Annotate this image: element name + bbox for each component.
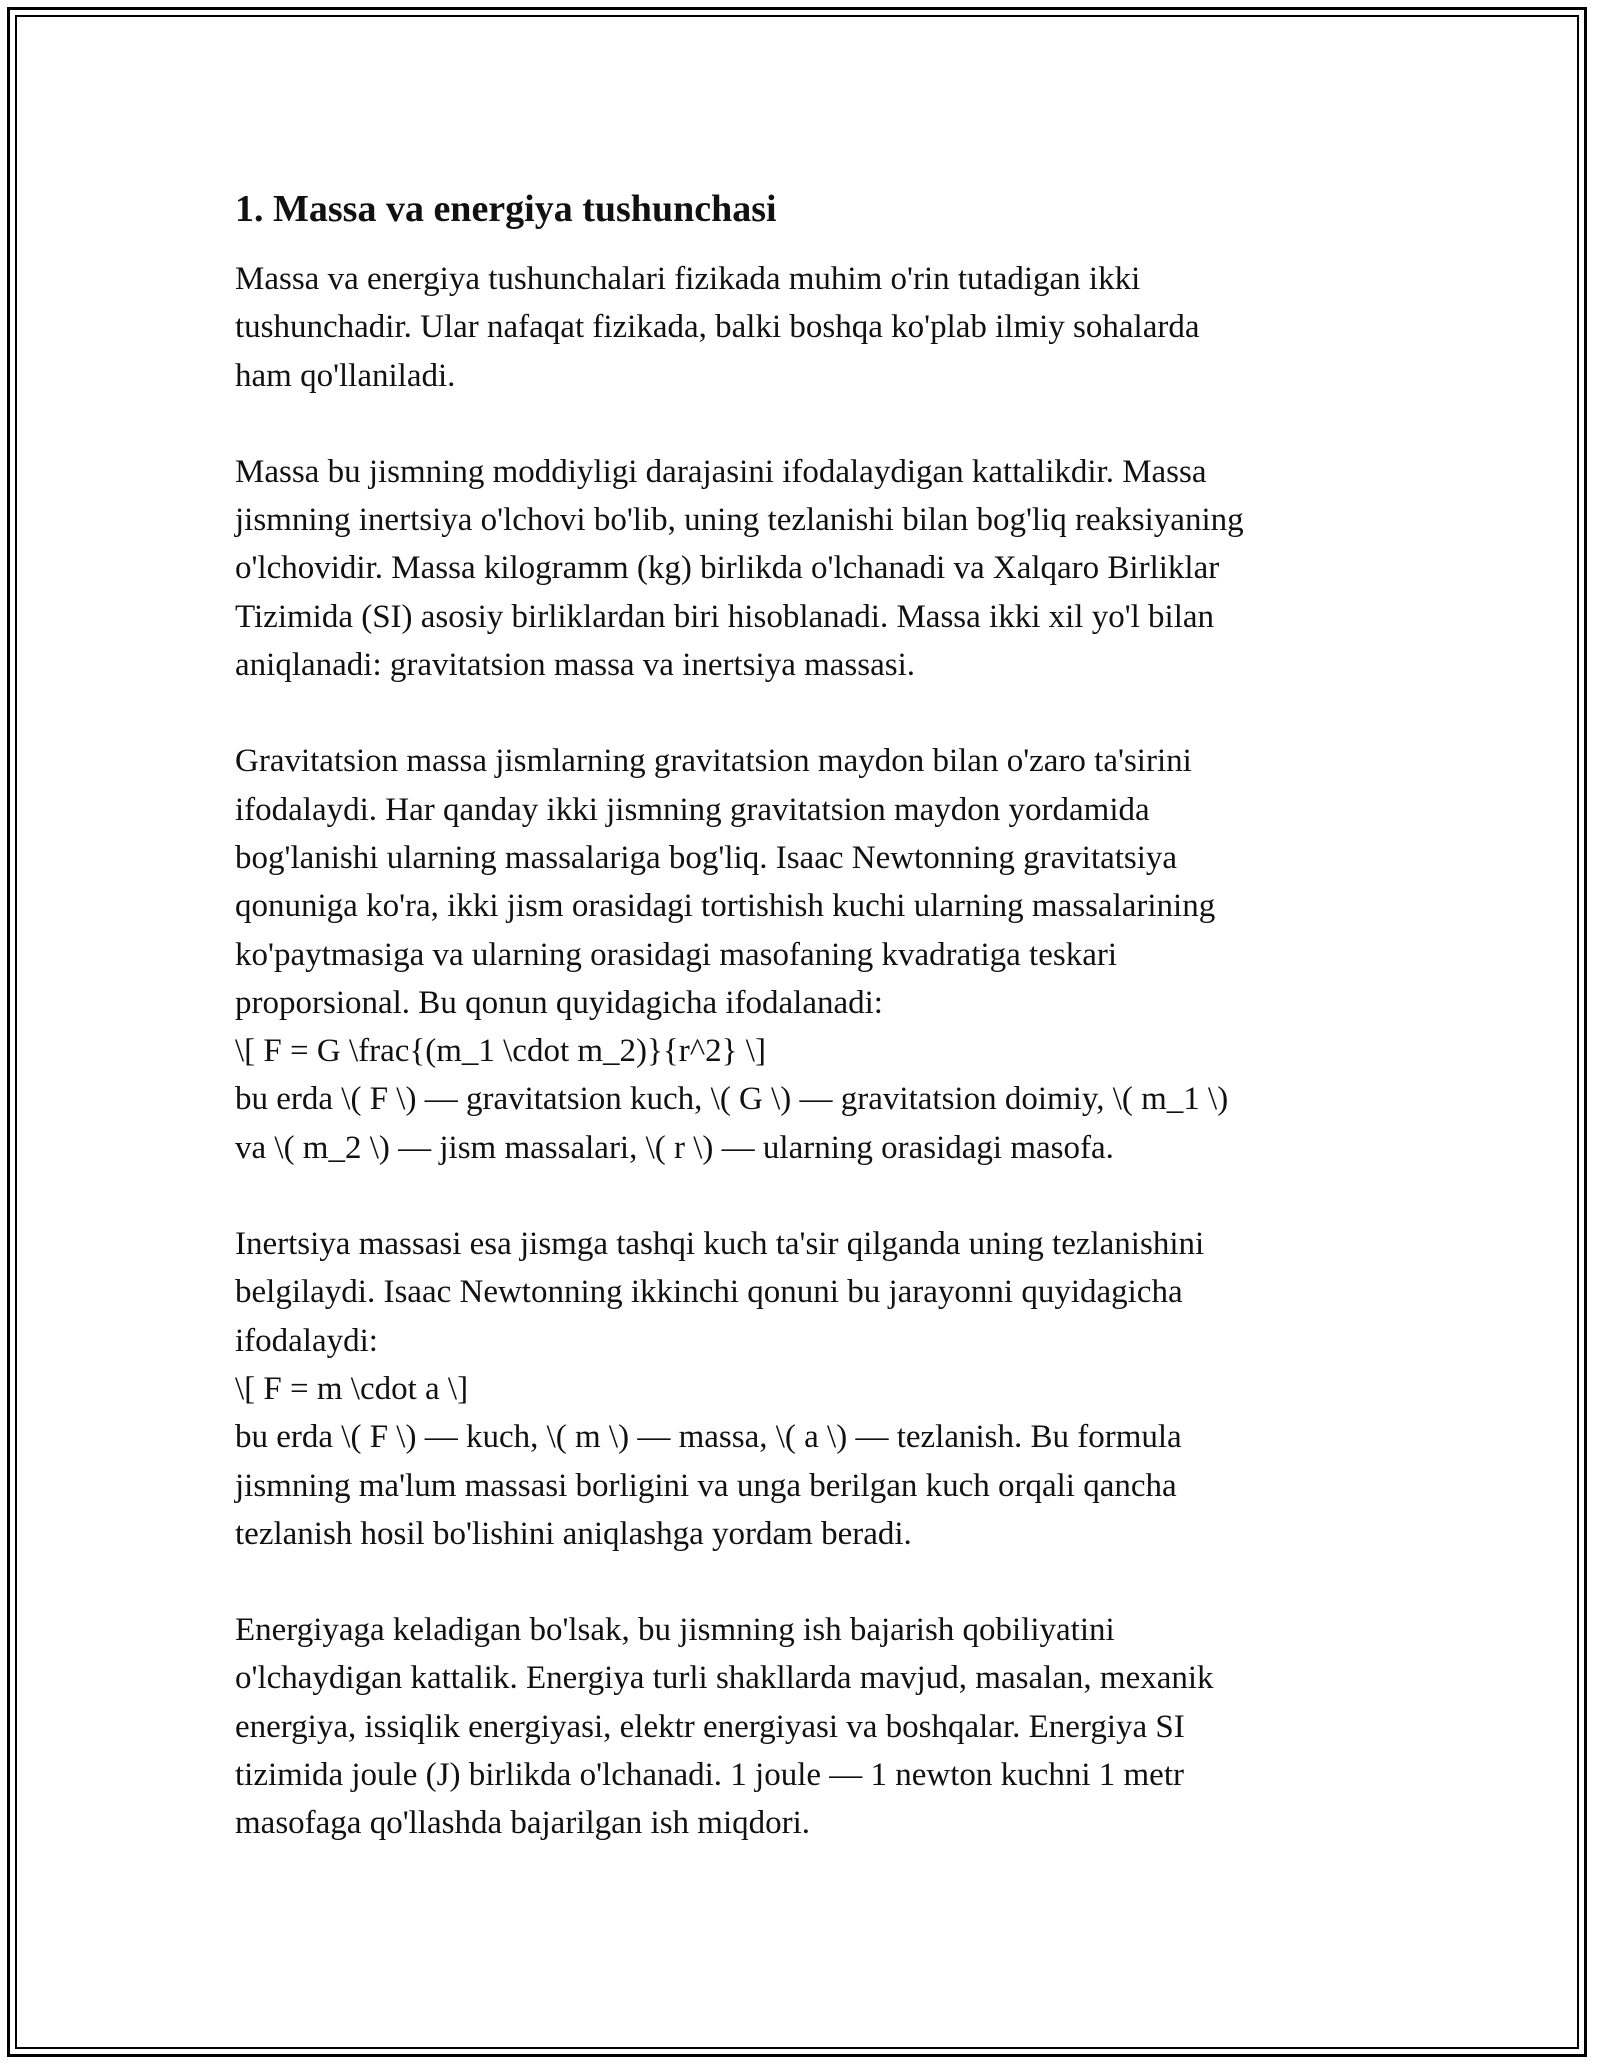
text-line: jismning ma'lum massasi borligini va unga berilgan kuch orqali qancha <box>235 1467 1177 1504</box>
formula-newton-second-law: \[ F = m \cdot a \] <box>235 1370 469 1407</box>
paragraph-gravitational-mass <box>235 737 1365 1172</box>
text-line: ham qo'llaniladi. <box>235 357 456 394</box>
text-line: masofaga qo'llashda bajarilgan ish miqdori. <box>235 1805 811 1842</box>
paragraph-inertial-mass <box>235 1220 1365 1558</box>
paragraph-intro <box>235 255 1365 400</box>
text-line: energiya, issiqlik energiyasi, elektr energiyasi va boshqalar. Energiya SI <box>235 1708 1185 1745</box>
text-line: Inertsiya massasi esa jismga tashqi kuch ta'sir qilganda uning tezlanishini <box>235 1226 1205 1263</box>
text-line: o'lchaydigan kattalik. Energiya turli shakllarda mavjud, masalan, mexanik <box>235 1660 1214 1697</box>
text-line: ifodalaydi. Har qanday ikki jismning gravitatsion maydon yordamida <box>235 791 1150 828</box>
text-line: jismning inertsiya o'lchovi bo'lib, uning tezlanishi bilan bog'liq reaksiyaning <box>235 502 1244 539</box>
text-line: bog'lanishi ularning massalariga bog'liq. Isaac Newtonning gravitatsiya <box>235 839 1178 876</box>
text-line: Gravitatsion massa jismlarning gravitatsion maydon bilan o'zaro ta'sirini <box>235 743 1192 780</box>
document-page <box>235 185 1365 1896</box>
text-line: Massa bu jismning moddiyligi darajasini ifodalaydigan kattalikdir. Massa <box>235 453 1207 490</box>
text-line: bu erda \( F \) — gravitatsion kuch, \( G \) — gravitatsion doimiy, \( m_1 \) <box>235 1081 1229 1118</box>
text-line: o'lchovidir. Massa kilogramm (kg) birlikda o'lchanadi va Xalqaro Birliklar <box>235 550 1220 587</box>
text-line: belgilaydi. Isaac Newtonning ikkinchi qonuni bu jarayonni quyidagicha <box>235 1274 1183 1311</box>
text-line: proporsional. Bu qonun quyidagicha ifodalanadi: <box>235 984 883 1021</box>
text-line: aniqlanadi: gravitatsion massa va inertsiya massasi. <box>235 647 915 684</box>
formula-gravitation: \[ F = G \frac{(m_1 \cdot m_2)}{r^2} \] <box>235 1033 766 1070</box>
text-line: qonuniga ko'ra, ikki jism orasidagi tortishish kuchi ularning massalarining <box>235 888 1216 925</box>
text-line: Massa va energiya tushunchalari fizikada muhim o'rin tutadigan ikki <box>235 261 1141 297</box>
text-line: Energiyaga keladigan bo'lsak, bu jismning ish bajarish qobiliyatini <box>235 1612 1115 1649</box>
text-line: va \( m_2 \) — jism massalari, \( r \) — ularning orasidagi masofa. <box>235 1129 1114 1166</box>
text-line: tezlanish hosil bo'lishini aniqlashga yordam beradi. <box>235 1515 912 1552</box>
page-title: 1. Massa va energiya tushunchasi <box>235 188 777 230</box>
text-line: tizimida joule (J) birlikda o'lchanadi. 1 joule — 1 newton kuchni 1 metr <box>235 1757 1184 1794</box>
text-line: ko'paytmasiga va ularning orasidagi masofaning kvadratiga teskari <box>235 936 1118 973</box>
paragraph-mass <box>235 448 1365 689</box>
text-line: bu erda \( F \) — kuch, \( m \) — massa, \( a \) — tezlanish. Bu formula <box>235 1419 1182 1456</box>
text-line: ifodalaydi: <box>235 1322 378 1359</box>
paragraph-energy <box>235 1606 1365 1847</box>
text-line: tushunchadir. Ular nafaqat fizikada, balki boshqa ko'plab ilmiy sohalarda <box>235 309 1200 346</box>
text-line: Tizimida (SI) asosiy birliklardan biri hisoblanadi. Massa ikki xil yo'l bilan <box>235 598 1215 635</box>
